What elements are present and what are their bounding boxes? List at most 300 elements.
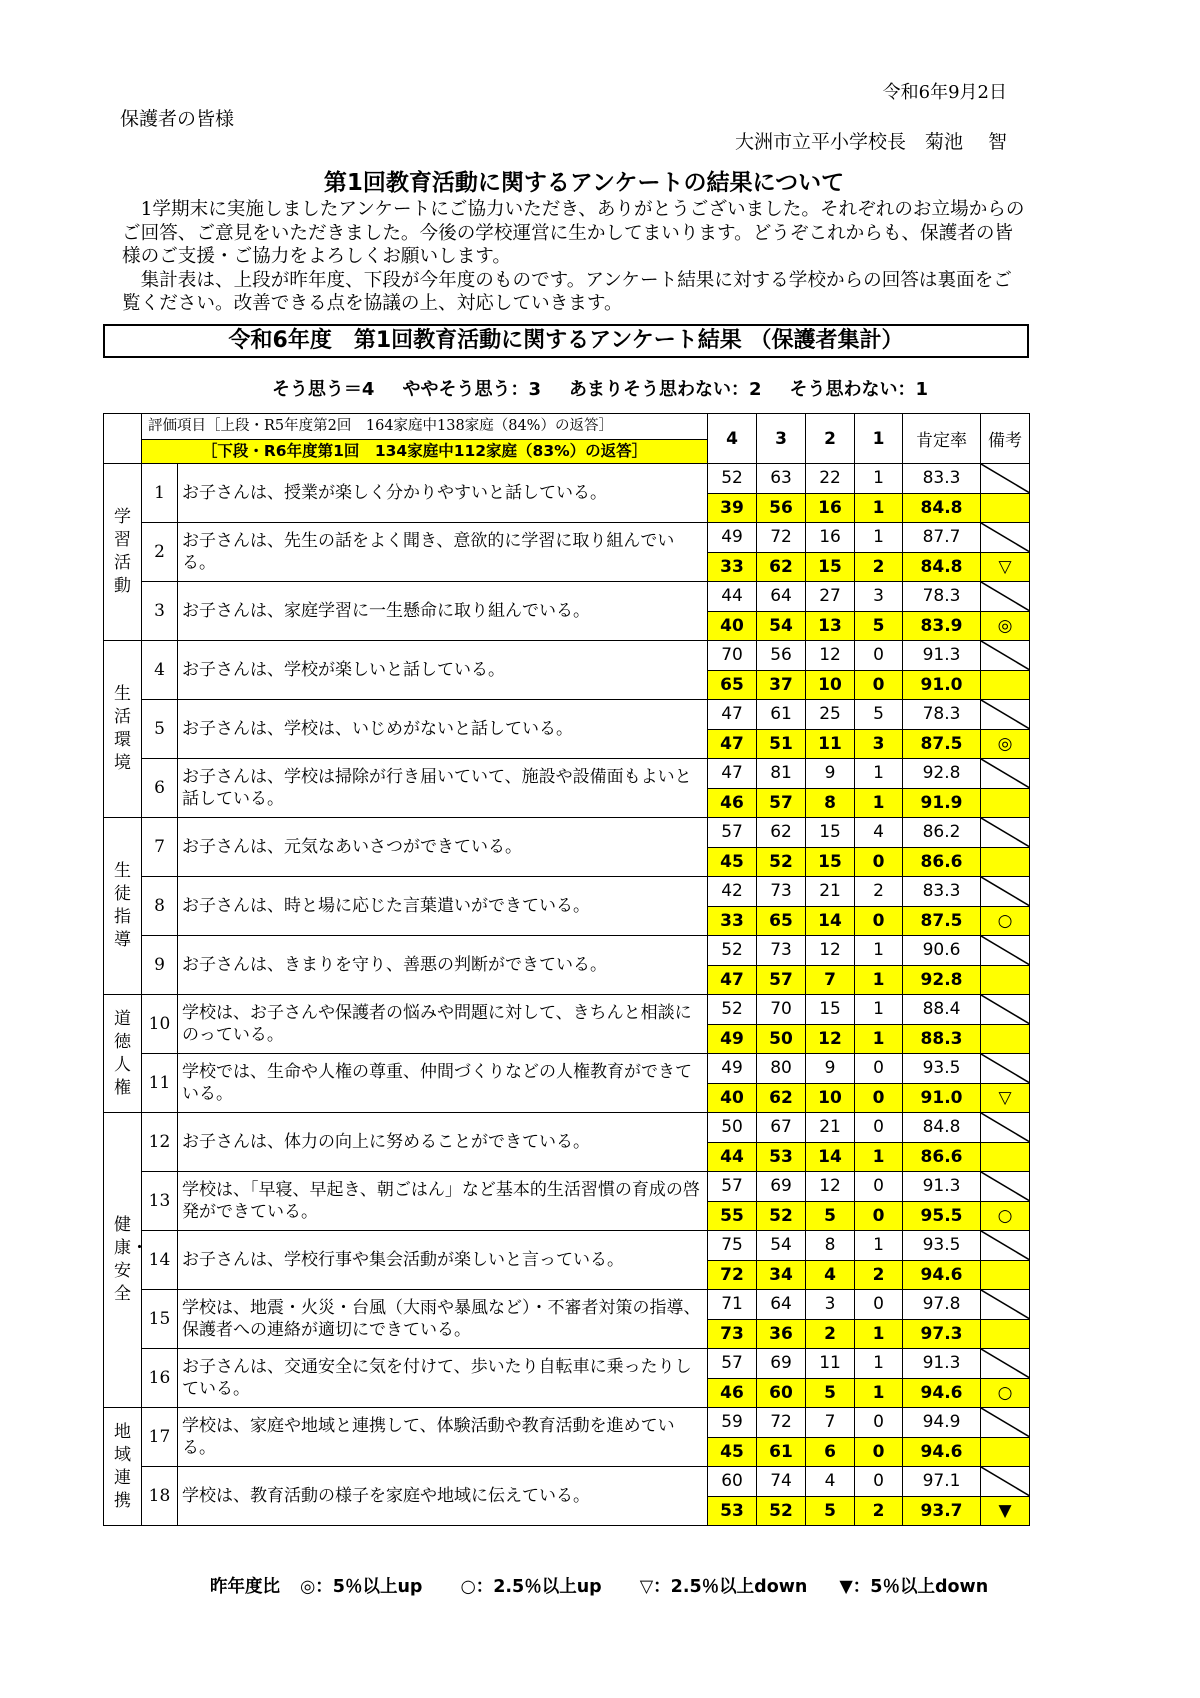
current-count-cell: 5 (806, 1378, 855, 1408)
category-label: 地域連携 (114, 1421, 131, 1511)
category-cell (104, 1408, 142, 1526)
current-count-cell: 60 (757, 1378, 806, 1408)
category-label: 健康・安全 (114, 1215, 148, 1304)
current-rate-cell: 87.5 (903, 729, 981, 759)
prev-rate-cell: 86.2 (903, 818, 981, 848)
prev-rate-cell: 92.8 (903, 759, 981, 789)
current-count-cell: 33 (708, 552, 757, 582)
item-number: 15 (142, 1290, 178, 1349)
current-count-cell: 8 (806, 788, 855, 818)
category-cell (104, 818, 142, 995)
prev-rate-cell: 94.9 (903, 1408, 981, 1438)
item-question: お子さんは、元気なあいさつができている。 (178, 818, 708, 877)
prev-count-cell: 75 (708, 1231, 757, 1261)
current-count-cell: 0 (855, 670, 903, 700)
item-number: 4 (142, 641, 178, 700)
current-count-cell: 53 (708, 1496, 757, 1526)
prev-count-cell: 4 (855, 818, 903, 848)
prev-rate-cell: 78.3 (903, 582, 981, 612)
prev-count-cell: 63 (757, 464, 806, 494)
prev-rate-cell: 83.3 (903, 464, 981, 494)
item-number: 8 (142, 877, 178, 936)
prev-count-cell: 7 (806, 1408, 855, 1438)
prev-rate-cell: 87.7 (903, 523, 981, 553)
prev-count-cell: 8 (806, 1231, 855, 1261)
item-row-prev (104, 700, 1030, 730)
prev-count-cell: 0 (855, 1290, 903, 1320)
prev-rate-cell: 91.3 (903, 1172, 981, 1202)
note-blank-cell (981, 1408, 1030, 1438)
item-question: お子さんは、授業が楽しく分かりやすいと話している。 (178, 464, 708, 523)
current-count-cell: 7 (806, 965, 855, 995)
current-count-cell: 0 (855, 847, 903, 877)
comparison-mark (981, 1024, 1030, 1054)
current-count-cell: 65 (708, 670, 757, 700)
item-row-prev (104, 582, 1030, 612)
item-question: お子さんは、学校行事や集会活動が楽しいと言っている。 (178, 1231, 708, 1290)
rating-legend (0, 375, 1200, 401)
item-row-prev (104, 464, 1030, 494)
item-number: 16 (142, 1349, 178, 1408)
item-number: 12 (142, 1113, 178, 1172)
current-count-cell: 46 (708, 788, 757, 818)
current-rate-cell: 86.6 (903, 847, 981, 877)
comparison-mark (981, 670, 1030, 700)
note-blank-cell (981, 936, 1030, 966)
prev-count-cell: 62 (757, 818, 806, 848)
prev-count-cell: 1 (855, 759, 903, 789)
prev-count-cell: 69 (757, 1172, 806, 1202)
item-row-prev (104, 1408, 1030, 1438)
prev-count-cell: 49 (708, 523, 757, 553)
current-rate-cell: 87.5 (903, 906, 981, 936)
note-blank-cell (981, 1172, 1030, 1202)
prev-count-cell: 9 (806, 1054, 855, 1084)
current-count-cell: 34 (757, 1260, 806, 1290)
prev-count-cell: 57 (708, 1172, 757, 1202)
current-count-cell: 57 (757, 788, 806, 818)
prev-count-cell: 42 (708, 877, 757, 907)
item-question: お子さんは、きまりを守り、善悪の判断ができている。 (178, 936, 708, 995)
current-count-cell: 11 (806, 729, 855, 759)
current-count-cell: 47 (708, 965, 757, 995)
prev-count-cell: 0 (855, 1172, 903, 1202)
prev-count-cell: 72 (757, 1408, 806, 1438)
current-count-cell: 0 (855, 1083, 903, 1113)
current-count-cell: 1 (855, 493, 903, 523)
prev-count-cell: 72 (757, 523, 806, 553)
comparison-mark: ◎ (981, 611, 1030, 641)
comparison-mark: ◎ (981, 729, 1030, 759)
current-count-cell: 44 (708, 1142, 757, 1172)
legend-4: そう思う＝4 (271, 379, 375, 400)
header-eval-line2: ［下段・R6年度第1回 134家庭中112家庭（83%）の返答］ (142, 439, 707, 463)
prev-count-cell: 54 (757, 1231, 806, 1261)
item-number: 18 (142, 1467, 178, 1526)
current-count-cell: 61 (757, 1437, 806, 1467)
current-count-cell: 1 (855, 1142, 903, 1172)
header-col-2: 2 (806, 414, 855, 464)
current-rate-cell: 83.9 (903, 611, 981, 641)
item-question: 学校は、地震・火災・台風（大雨や暴風など）・不審者対策の指導、保護者への連絡が適切にできている。 (178, 1290, 708, 1349)
comparison-mark (981, 493, 1030, 523)
comparison-mark (981, 847, 1030, 877)
current-count-cell: 2 (855, 1496, 903, 1526)
category-cell (104, 1113, 148, 1408)
current-count-cell: 45 (708, 847, 757, 877)
prev-count-cell: 52 (708, 464, 757, 494)
current-count-cell: 15 (806, 552, 855, 582)
category-cell (104, 641, 142, 818)
item-question: お子さんは、時と場に応じた言葉遣いができている。 (178, 877, 708, 936)
current-count-cell: 46 (708, 1378, 757, 1408)
current-count-cell: 2 (806, 1319, 855, 1349)
prev-count-cell: 3 (855, 582, 903, 612)
item-row-prev (104, 818, 1030, 848)
item-number: 1 (142, 464, 178, 523)
prev-count-cell: 44 (708, 582, 757, 612)
footer-key-1: ◎：5％以上up (300, 1577, 423, 1597)
item-row-prev (104, 1231, 1030, 1261)
prev-count-cell: 15 (806, 995, 855, 1025)
item-question: お子さんは、学校は、いじめがないと話している。 (178, 700, 708, 759)
footer-key-3: ▽：2.5％以上down (639, 1577, 808, 1597)
current-count-cell: 52 (757, 1496, 806, 1526)
current-count-cell: 5 (806, 1201, 855, 1231)
prev-count-cell: 57 (708, 1349, 757, 1379)
prev-count-cell: 64 (757, 582, 806, 612)
item-question: お子さんは、学校は掃除が行き届いていて、施設や設備面もよいと話している。 (178, 759, 708, 818)
note-blank-cell (981, 464, 1030, 494)
prev-count-cell: 9 (806, 759, 855, 789)
date: 令和6年9月2日 (882, 82, 1007, 103)
current-count-cell: 49 (708, 1024, 757, 1054)
item-row-prev (104, 1290, 1030, 1320)
item-row-prev (104, 759, 1030, 789)
item-number: 17 (142, 1408, 178, 1467)
current-count-cell: 14 (806, 906, 855, 936)
note-blank-cell (981, 1113, 1030, 1143)
item-number: 10 (142, 995, 178, 1054)
prev-count-cell: 25 (806, 700, 855, 730)
prev-rate-cell: 78.3 (903, 700, 981, 730)
comparison-mark: ○ (981, 1201, 1030, 1231)
prev-count-cell: 49 (708, 1054, 757, 1084)
item-question: お子さんは、家庭学習に一生懸命に取り組んでいる。 (178, 582, 708, 641)
comparison-mark (981, 965, 1030, 995)
current-count-cell: 15 (806, 847, 855, 877)
item-row-prev (104, 995, 1030, 1025)
note-blank-cell (981, 1349, 1030, 1379)
current-rate-cell: 94.6 (903, 1378, 981, 1408)
comparison-mark (981, 1142, 1030, 1172)
prev-count-cell: 16 (806, 523, 855, 553)
prev-rate-cell: 84.8 (903, 1113, 981, 1143)
comparison-mark (981, 1437, 1030, 1467)
prev-count-cell: 74 (757, 1467, 806, 1497)
prev-count-cell: 4 (806, 1467, 855, 1497)
prev-count-cell: 0 (855, 1054, 903, 1084)
item-row-prev (104, 1113, 1030, 1143)
current-count-cell: 52 (757, 847, 806, 877)
addressee: 保護者の皆様 (120, 108, 235, 130)
note-blank-cell (981, 759, 1030, 789)
item-row-prev (104, 1349, 1030, 1379)
header-eval-line1: 評価項目［上段・R5年度第2回 164家庭中138家庭（84%）の返答］ (148, 418, 613, 434)
comparison-mark: ▽ (981, 552, 1030, 582)
current-rate-cell: 91.0 (903, 1083, 981, 1113)
item-row-prev (104, 1467, 1030, 1497)
note-blank-cell (981, 1054, 1030, 1084)
current-rate-cell: 84.8 (903, 493, 981, 523)
current-count-cell: 54 (757, 611, 806, 641)
prev-rate-cell: 93.5 (903, 1231, 981, 1261)
comparison-mark (981, 788, 1030, 818)
prev-rate-cell: 91.3 (903, 641, 981, 671)
current-rate-cell: 97.3 (903, 1319, 981, 1349)
current-count-cell: 1 (855, 788, 903, 818)
current-count-cell: 73 (708, 1319, 757, 1349)
intro-paragraph-2: 集計表は、上段が昨年度、下段が今年度のものです。アンケート結果に対する学校からの回答は裏面をご覧ください。改善できる点を協議の上、対応していきます。 (122, 269, 1012, 314)
footer-key-2: ○：2.5％以上up (460, 1577, 602, 1597)
prev-rate-cell: 93.5 (903, 1054, 981, 1084)
prev-count-cell: 12 (806, 936, 855, 966)
current-count-cell: 0 (855, 906, 903, 936)
current-count-cell: 47 (708, 729, 757, 759)
item-question: お子さんは、学校が楽しいと話している。 (178, 641, 708, 700)
intro-paragraph-1: 1学期末に実施しましたアンケートにご協力いただき、ありがとうございました。それぞれのお立場からのご回答、ご意見をいただきました。今後の学校運営に生かしてまいります。どうぞこれからも、保護者の皆様のご支援・ご協力をよろしくお願いします。 (122, 199, 1025, 267)
current-count-cell: 53 (757, 1142, 806, 1172)
comparison-mark (981, 1260, 1030, 1290)
item-number: 5 (142, 700, 178, 759)
prev-count-cell: 80 (757, 1054, 806, 1084)
current-rate-cell: 86.6 (903, 1142, 981, 1172)
current-count-cell: 72 (708, 1260, 757, 1290)
prev-count-cell: 11 (806, 1349, 855, 1379)
current-count-cell: 36 (757, 1319, 806, 1349)
item-row-prev (104, 1172, 1030, 1202)
current-count-cell: 1 (855, 1024, 903, 1054)
current-count-cell: 1 (855, 1378, 903, 1408)
current-count-cell: 62 (757, 1083, 806, 1113)
note-blank-cell (981, 641, 1030, 671)
item-row-prev (104, 523, 1030, 553)
item-question: 学校は、「早寝、早起き、朝ごはん」など基本的生活習慣の育成の啓発ができている。 (178, 1172, 708, 1231)
prev-count-cell: 12 (806, 1172, 855, 1202)
current-rate-cell: 95.5 (903, 1201, 981, 1231)
prev-count-cell: 22 (806, 464, 855, 494)
prev-count-cell: 0 (855, 1408, 903, 1438)
current-count-cell: 10 (806, 670, 855, 700)
current-rate-cell: 94.6 (903, 1260, 981, 1290)
item-number: 6 (142, 759, 178, 818)
current-count-cell: 10 (806, 1083, 855, 1113)
prev-count-cell: 1 (855, 936, 903, 966)
prev-count-cell: 27 (806, 582, 855, 612)
header-col-4: 4 (708, 414, 757, 464)
current-count-cell: 1 (855, 965, 903, 995)
prev-count-cell: 73 (757, 936, 806, 966)
prev-count-cell: 15 (806, 818, 855, 848)
current-count-cell: 40 (708, 611, 757, 641)
prev-count-cell: 60 (708, 1467, 757, 1497)
item-question: お子さんは、交通安全に気を付けて、歩いたり自転車に乗ったりしている。 (178, 1349, 708, 1408)
prev-count-cell: 50 (708, 1113, 757, 1143)
category-label: 道徳人権 (114, 1008, 131, 1098)
current-rate-cell: 92.8 (903, 965, 981, 995)
legend-1: そう思わない：1 (789, 379, 929, 400)
footer-label: 昨年度比 (210, 1577, 280, 1597)
prev-rate-cell: 97.1 (903, 1467, 981, 1497)
prev-count-cell: 70 (708, 641, 757, 671)
current-count-cell: 12 (806, 1024, 855, 1054)
item-number: 9 (142, 936, 178, 995)
intro-text (122, 198, 1025, 316)
prev-rate-cell: 91.3 (903, 1349, 981, 1379)
prev-count-cell: 1 (855, 1231, 903, 1261)
current-rate-cell: 94.6 (903, 1437, 981, 1467)
item-question: 学校は、家庭や地域と連携して、体験活動や教育活動を進めている。 (178, 1408, 708, 1467)
prev-count-cell: 5 (855, 700, 903, 730)
item-number: 13 (142, 1172, 178, 1231)
item-row-prev (104, 1054, 1030, 1084)
category-label: 生徒指導 (114, 861, 131, 950)
current-count-cell: 1 (855, 1319, 903, 1349)
category-cell (104, 995, 142, 1113)
prev-count-cell: 0 (855, 641, 903, 671)
current-count-cell: 37 (757, 670, 806, 700)
current-count-cell: 50 (757, 1024, 806, 1054)
note-blank-cell (981, 995, 1030, 1025)
prev-count-cell: 57 (708, 818, 757, 848)
current-count-cell: 33 (708, 906, 757, 936)
item-number: 14 (142, 1231, 178, 1290)
prev-count-cell: 1 (855, 464, 903, 494)
current-count-cell: 2 (855, 552, 903, 582)
prev-count-cell: 70 (757, 995, 806, 1025)
comparison-mark: ○ (981, 906, 1030, 936)
comparison-mark: ▼ (981, 1496, 1030, 1526)
current-count-cell: 62 (757, 552, 806, 582)
header-corner (104, 414, 142, 464)
current-rate-cell: 84.8 (903, 552, 981, 582)
item-question: 学校は、お子さんや保護者の悩みや問題に対して、きちんと相談にのっている。 (178, 995, 708, 1054)
prev-count-cell: 47 (708, 759, 757, 789)
current-count-cell: 0 (855, 1437, 903, 1467)
note-blank-cell (981, 582, 1030, 612)
prev-count-cell: 64 (757, 1290, 806, 1320)
prev-count-cell: 21 (806, 877, 855, 907)
note-blank-cell (981, 1290, 1030, 1320)
prev-count-cell: 59 (708, 1408, 757, 1438)
note-blank-cell (981, 1467, 1030, 1497)
item-question: お子さんは、先生の話をよく聞き、意欲的に学習に取り組んでいる。 (178, 523, 708, 582)
note-blank-cell (981, 700, 1030, 730)
header-rate: 肯定率 (903, 414, 981, 464)
current-count-cell: 0 (855, 1201, 903, 1231)
category-label: 生活環境 (114, 684, 131, 773)
comparison-legend (210, 1573, 988, 1598)
item-row-prev (104, 936, 1030, 966)
current-count-cell: 51 (757, 729, 806, 759)
prev-count-cell: 69 (757, 1349, 806, 1379)
comparison-mark: ▽ (981, 1083, 1030, 1113)
legend-2: あまりそう思わない：2 (569, 379, 762, 400)
prev-count-cell: 52 (708, 936, 757, 966)
current-count-cell: 4 (806, 1260, 855, 1290)
current-count-cell: 16 (806, 493, 855, 523)
prev-count-cell: 21 (806, 1113, 855, 1143)
prev-rate-cell: 83.3 (903, 877, 981, 907)
current-count-cell: 2 (855, 1260, 903, 1290)
prev-count-cell: 12 (806, 641, 855, 671)
comparison-mark (981, 1319, 1030, 1349)
current-count-cell: 56 (757, 493, 806, 523)
header-col-3: 3 (757, 414, 806, 464)
category-cell (104, 464, 142, 641)
item-question: 学校では、生命や人権の尊重、仲間づくりなどの人権教育ができている。 (178, 1054, 708, 1113)
current-count-cell: 14 (806, 1142, 855, 1172)
current-rate-cell: 93.7 (903, 1496, 981, 1526)
footer-key-4: ▼：5％以上down (839, 1577, 989, 1597)
current-count-cell: 3 (855, 729, 903, 759)
item-number: 3 (142, 582, 178, 641)
current-count-cell: 6 (806, 1437, 855, 1467)
note-blank-cell (981, 1231, 1030, 1261)
prev-count-cell: 61 (757, 700, 806, 730)
prev-count-cell: 73 (757, 877, 806, 907)
item-row-prev (104, 641, 1030, 671)
prev-count-cell: 71 (708, 1290, 757, 1320)
item-number: 11 (142, 1054, 178, 1113)
current-count-cell: 57 (757, 965, 806, 995)
current-count-cell: 5 (806, 1496, 855, 1526)
document-title: 第1回教育活動に関するアンケートの結果について (323, 170, 845, 196)
item-row-prev (104, 877, 1030, 907)
item-question: 学校は、教育活動の様子を家庭や地域に伝えている。 (178, 1467, 708, 1526)
header-note: 備考 (981, 414, 1030, 464)
prev-count-cell: 2 (855, 877, 903, 907)
current-count-cell: 65 (757, 906, 806, 936)
current-count-cell: 45 (708, 1437, 757, 1467)
prev-rate-cell: 88.4 (903, 995, 981, 1025)
prev-count-cell: 52 (708, 995, 757, 1025)
prev-count-cell: 0 (855, 1113, 903, 1143)
note-blank-cell (981, 523, 1030, 553)
prev-count-cell: 1 (855, 995, 903, 1025)
prev-count-cell: 1 (855, 1349, 903, 1379)
prev-count-cell: 3 (806, 1290, 855, 1320)
legend-3: ややそう思う：3 (402, 379, 541, 400)
current-rate-cell: 91.9 (903, 788, 981, 818)
table-title: 令和6年度 第1回教育活動に関するアンケート結果 （保護者集計） (103, 324, 1029, 358)
current-count-cell: 52 (757, 1201, 806, 1231)
prev-count-cell: 47 (708, 700, 757, 730)
header-eval-item (142, 414, 708, 464)
prev-count-cell: 81 (757, 759, 806, 789)
note-blank-cell (981, 818, 1030, 848)
item-number: 2 (142, 523, 178, 582)
current-count-cell: 39 (708, 493, 757, 523)
current-rate-cell: 91.0 (903, 670, 981, 700)
item-question: お子さんは、体力の向上に努めることができている。 (178, 1113, 708, 1172)
prev-rate-cell: 97.8 (903, 1290, 981, 1320)
category-label: 学習活動 (114, 507, 131, 596)
note-blank-cell (981, 877, 1030, 907)
prev-count-cell: 67 (757, 1113, 806, 1143)
prev-rate-cell: 90.6 (903, 936, 981, 966)
current-count-cell: 5 (855, 611, 903, 641)
